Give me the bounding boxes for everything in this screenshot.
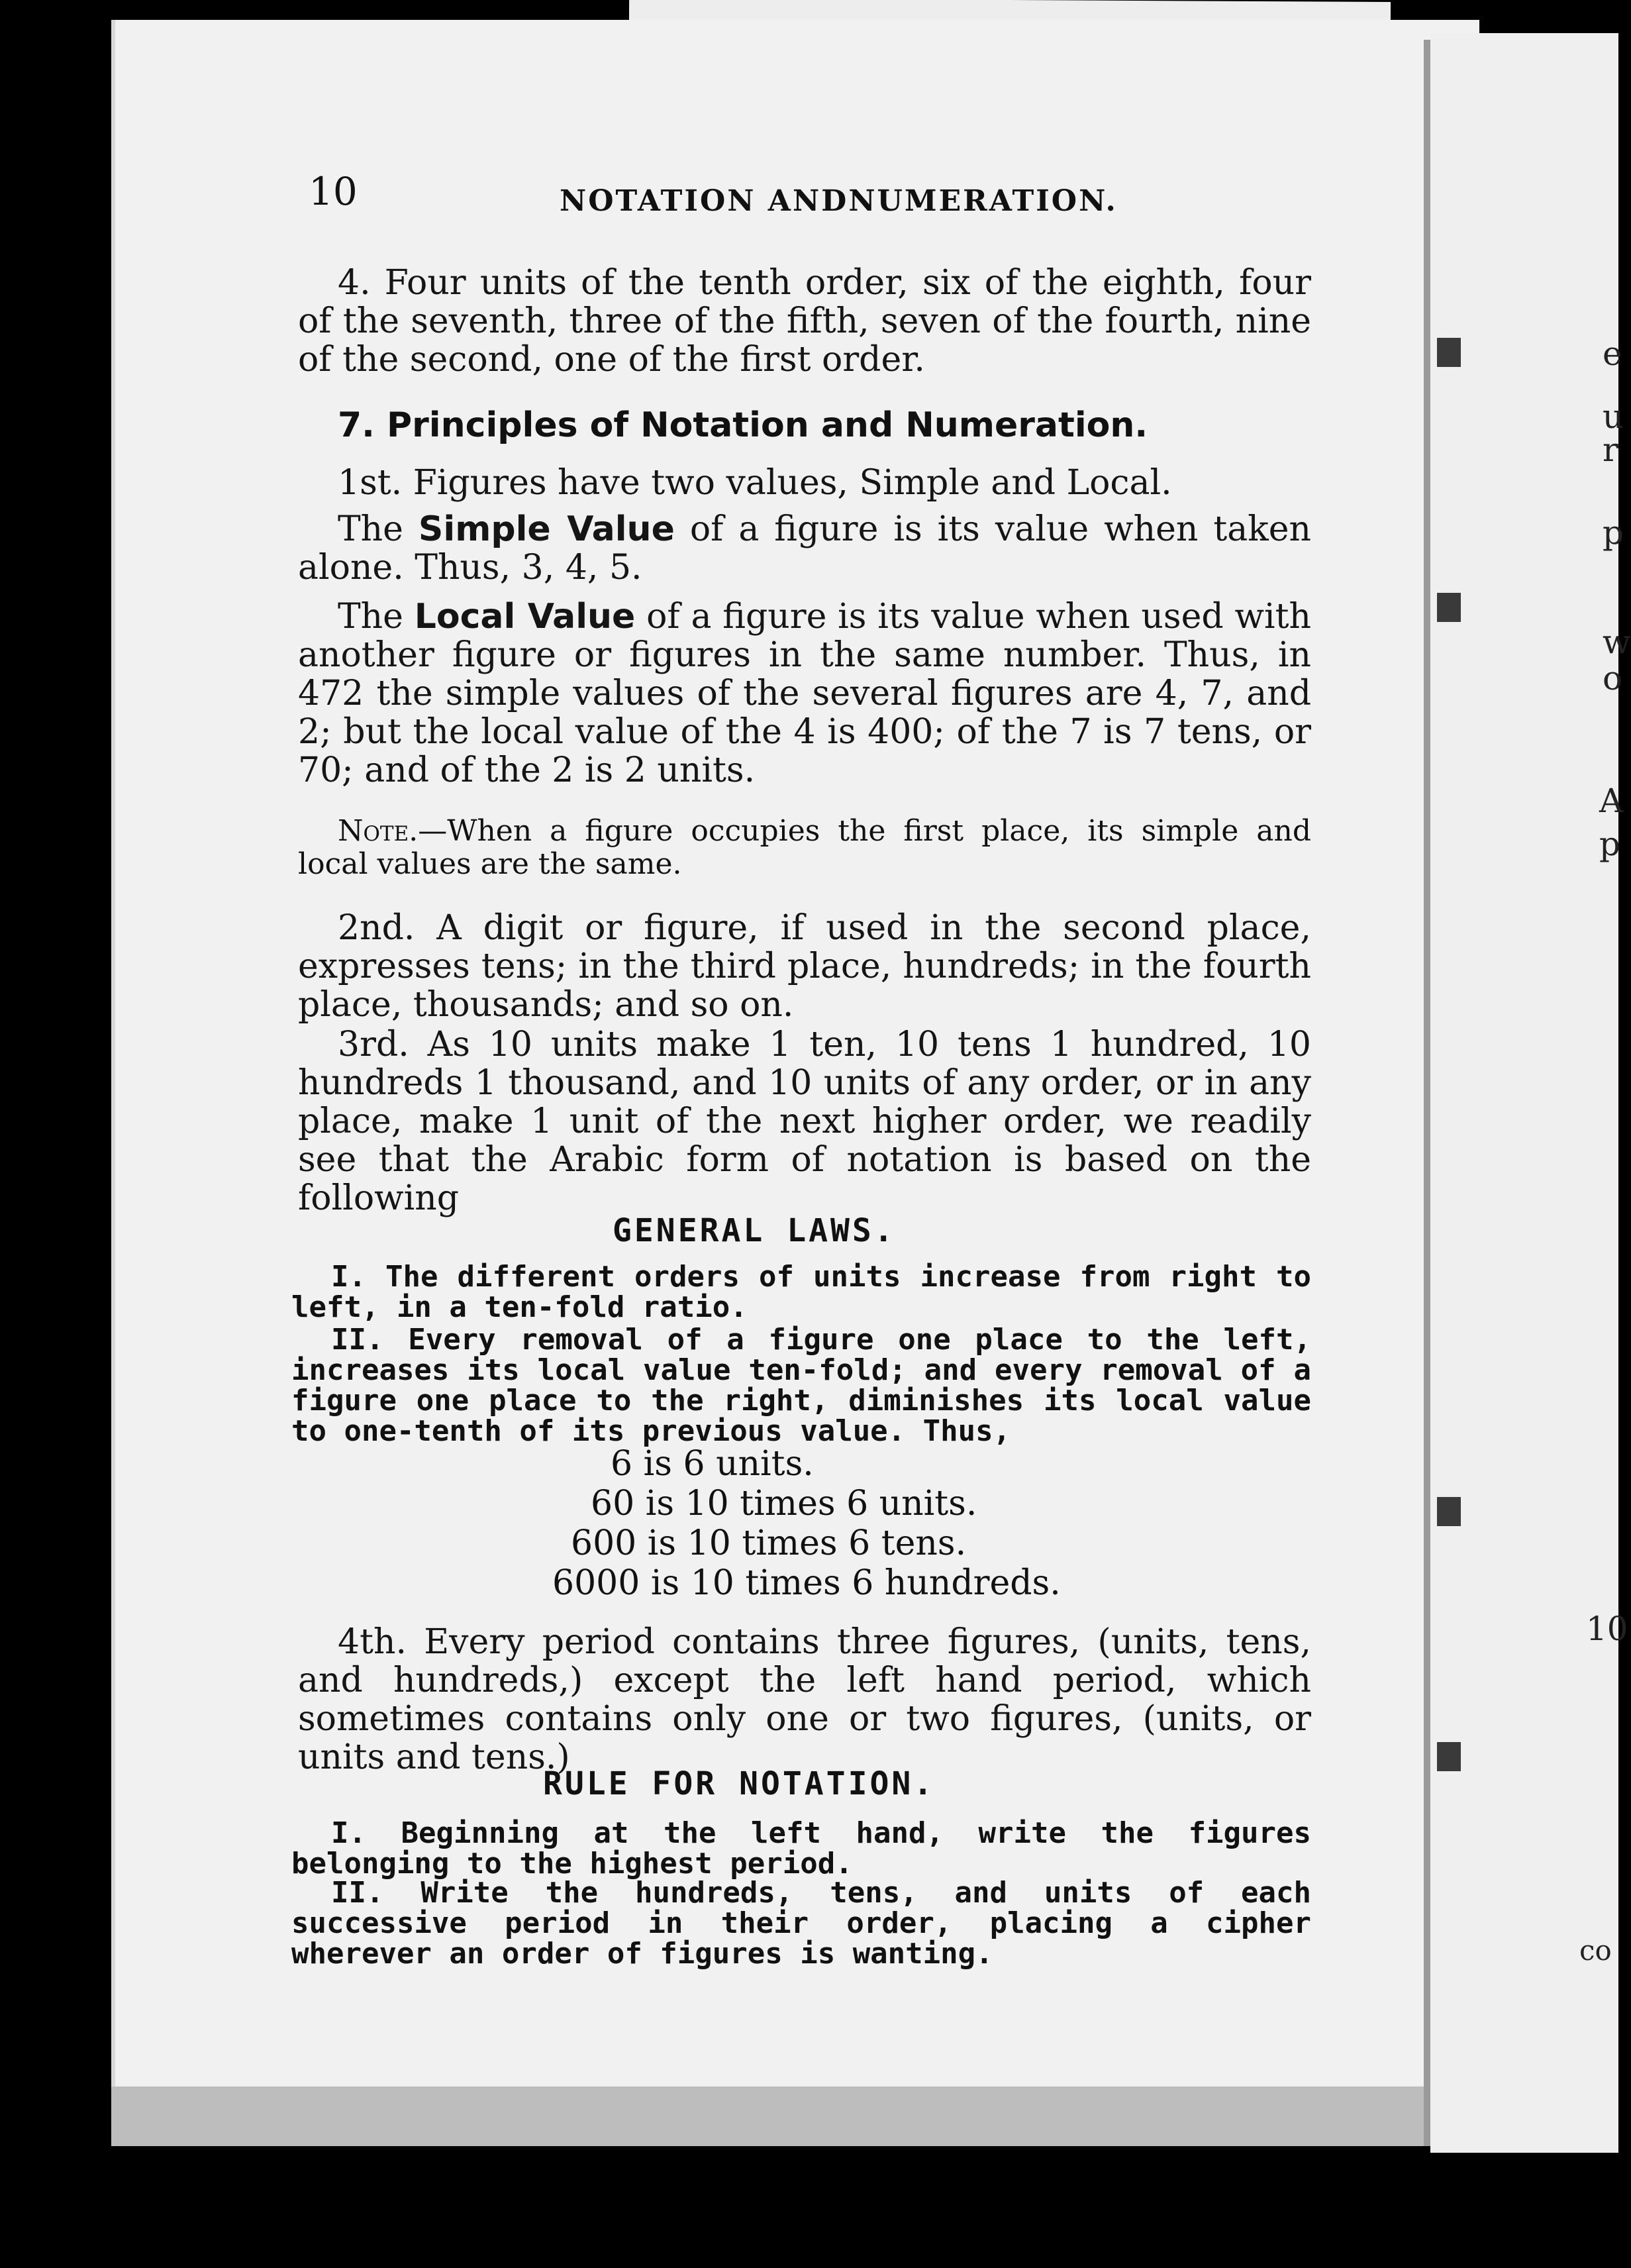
right-fragment: u [1603,397,1624,436]
rule-1: I. Beginning at the left hand, write the figures belonging to the highest period. [291,1816,1311,1881]
simple-value-term: Simple Value [418,509,675,549]
section-heading: 7. Principles of Notation and Numeration. [338,405,1148,445]
right-fragment: A [1599,782,1624,820]
principle-fourth: 4th. Every period contains three figures, (units, tens, and hundreds,) except the left hand period, which sometimes contains only one or two figures, (units, or units and tens.) [298,1622,1311,1777]
example-line: 6 is 6 units. [611,1444,814,1484]
running-header: NOTATION ANDNUMERATION. [560,184,1118,218]
right-fragment: 10 [1586,1610,1628,1648]
page-bottom-shadow [111,2087,1489,2146]
right-fragment: w [1603,623,1631,661]
note-label: Note. [338,814,419,848]
rule-2: II. Write the hundreds, tens, and units of each successive period in their order, placing a cipher wherever an order of figures is wanting. [291,1876,1311,1971]
binding-clip [1437,593,1461,622]
exercise-4: 4. Four units of the tenth order, six of the eighth, four of the seventh, three of the fifth, seven of the fourth, nine of the second, one of the first order. [298,263,1311,380]
binding-clip [1437,1497,1461,1526]
right-fragment: r [1603,431,1618,469]
page-number: 10 [309,169,358,214]
general-law-2: II. Every removal of a figure one place to the left, increases its local value ten-fold; and every removal of a figure one place to the right, diminishes its local value to one-tenth of its previous value. Thus, [291,1323,1311,1448]
principle-third: 3rd. As 10 units make 1 ten, 10 tens 1 hundred, 10 hundreds 1 thousand, and 10 units of any order, or in any place, make 1 unit of the next higher order, we readily see that the Arabic form of notation is based on the following [298,1025,1311,1218]
example-line: 600 is 10 times 6 tens. [571,1523,967,1563]
local-value-paragraph: The Local Value of a figure is its value when used with another figure or figures in the same number. Thus, in 472 the simple values of the several figures are 4, 7, and 2; but the local value of the 4 is 400; of the 7 is 7 tens, or 70; and of the 2 is 2 units. [298,597,1311,790]
local-value-term: Local Value [414,597,636,637]
page-gutter [1424,40,1430,2146]
principle-first: 1st. Figures have two values, Simple and Local. [338,463,1172,503]
example-line: 6000 is 10 times 6 hundreds. [552,1563,1061,1603]
right-fragment: o [1603,659,1623,697]
example-line: 60 is 10 times 6 units. [591,1484,977,1523]
right-fragment: co [1579,1934,1612,1967]
right-fragment: p [1603,513,1624,552]
right-fragment: e [1603,335,1622,373]
simple-value-paragraph: The Simple Value of a figure is its value when taken alone. Thus, 3, 4, 5. [298,509,1311,588]
principle-second: 2nd. A digit or figure, if used in the second place, expresses tens; in the third place, hundreds; in the fourth place, thousands; and so on. [298,908,1311,1025]
right-fragment: p [1599,825,1621,863]
note-paragraph: Note.—When a figure occupies the first place, its simple and local values are the same. [298,814,1311,881]
binding-clip [1437,338,1461,367]
binding-clip [1437,1742,1461,1771]
general-law-1: I. The different orders of units increase from right to left, in a ten-fold ratio. [291,1260,1311,1324]
rule-title: RULE FOR NOTATION. [543,1765,936,1802]
general-laws-title: GENERAL LAWS. [613,1212,896,1249]
